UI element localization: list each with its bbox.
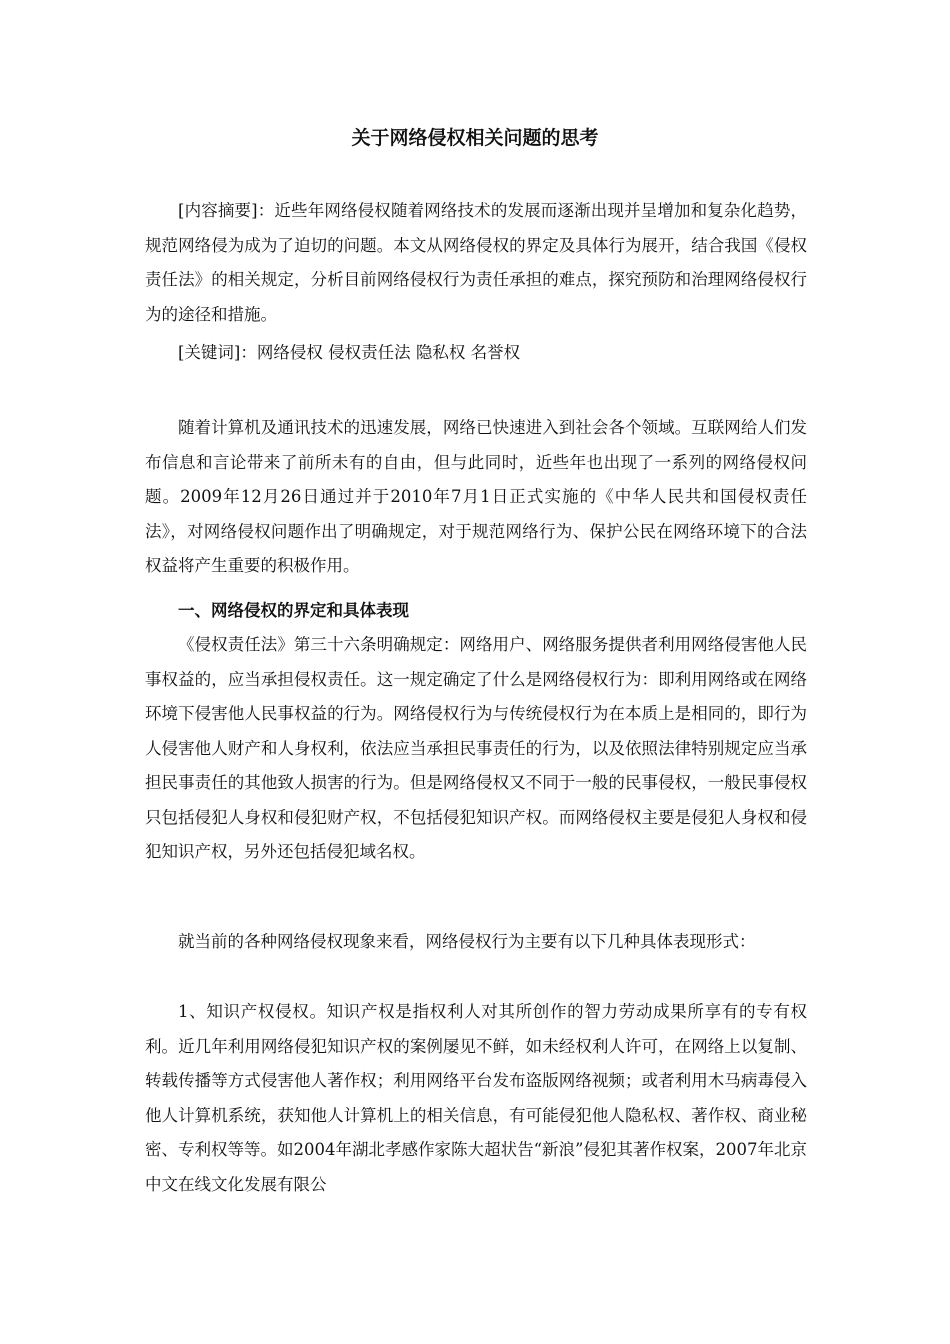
section-heading: 一、网络侵权的界定和具体表现	[178, 601, 409, 620]
intro-paragraph: 随着计算机及通讯技术的迅速发展，网络已快速进入到社会各个领域。互联网给人们发布信息和言论带来了前所未有的自由，但与此同时，近些年也出现了一系列的网络侵权问题。2009年12月26日通过并于2010年7月1日正式实施的《中华人民共和国侵权责任法》，对网络侵权问题作出了明确规定，对于规范网络行为、保护公民在网络环境下的合法权益将产生重要的积极作用。	[145, 418, 807, 575]
document-title: 关于网络侵权相关问题的思考	[351, 127, 599, 149]
keywords-paragraph: [关键词]：网络侵权 侵权责任法 隐私权 名誉权	[178, 343, 521, 362]
abstract-paragraph: [内容摘要]：近些年网络侵权随着网络技术的发展而逐渐出现并呈增加和复杂化趋势，规范网络侵为成为了迫切的问题。本文从网络侵权的界定及具体行为展开，结合我国《侵权责任法》的相关规定，分析目前网络侵权行为责任承担的难点，探究预防和治理网络侵权行为的途径和措施。	[145, 201, 807, 324]
body-paragraph: 《侵权责任法》第三十六条明确规定：网络用户、网络服务提供者利用网络侵害他人民事权益的，应当承担侵权责任。这一规定确定了什么是网络侵权行为：即利用网络或在网络环境下侵害他人民事权益的行为。网络侵权行为与传统侵权行为在本质上是相同的，即行为人侵害他人财产和人身权利，依法应当承担民事责任的行为，以及依照法律特别规定应当承担民事责任的其他致人损害的行为。但是网络侵权又不同于一般的民事侵权，一般民事侵权只包括侵犯人身权和侵犯财产权，不包括侵犯知识产权。而网络侵权主要是侵犯人身权和侵犯知识产权，另外还包括侵犯域名权。	[145, 635, 807, 861]
body-paragraph: 1、知识产权侵权。知识产权是指权利人对其所创作的智力劳动成果所享有的专有权利。近几年利用网络侵犯知识产权的案例屡见不鲜，如未经权利人许可，在网络上以复制、转载传播等方式侵害他人著作权；利用网络平台发布盗版网络视频；或者利用木马病毒侵入他人计算机系统，获知他人计算机上的相关信息，有可能侵犯他人隐私权、著作权、商业秘密、专利权等等。如2004年湖北孝感作家陈大超状告“新浪”侵犯其著作权案，2007年北京中文在线文化发展有限公	[145, 1002, 807, 1194]
body-paragraph: 就当前的各种网络侵权现象来看，网络侵权行为主要有以下几种具体表现形式：	[178, 932, 756, 951]
